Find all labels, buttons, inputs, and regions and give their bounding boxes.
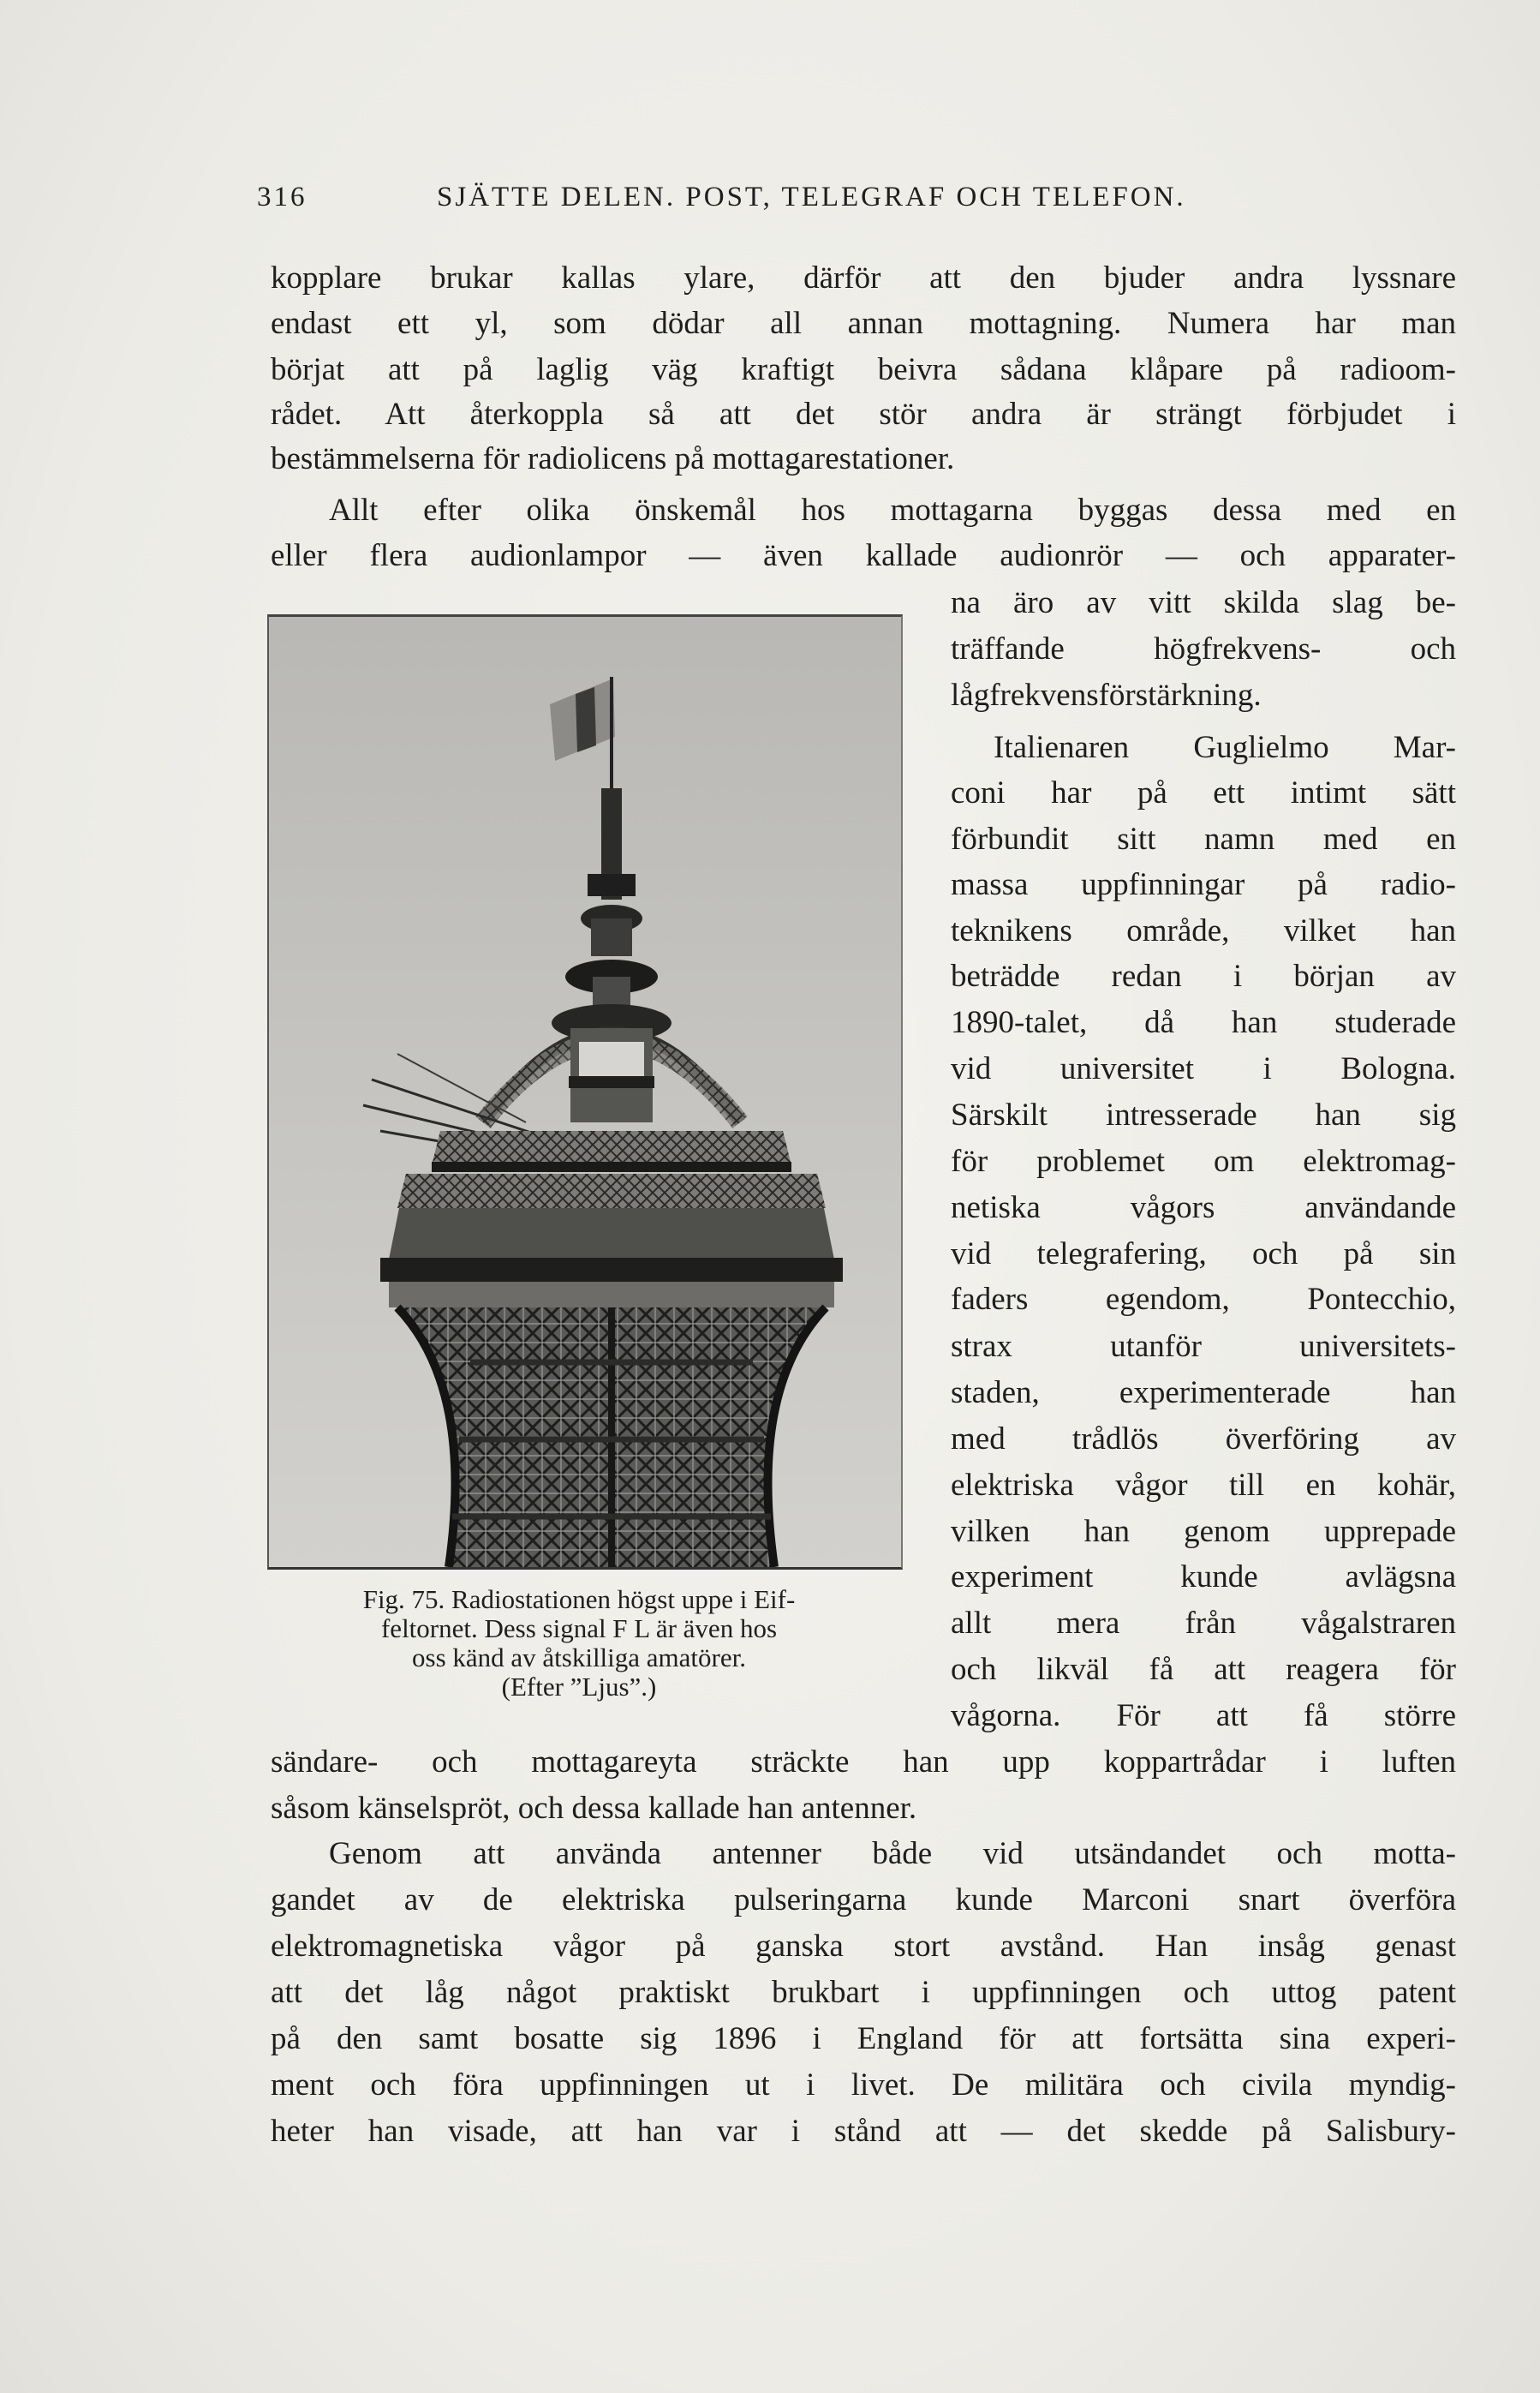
body-line: sändare- och mottagareyta sträckte han upp koppartrådar i luften bbox=[271, 1744, 1456, 1780]
body-line: på den samt bosatte sig 1896 i England för att fortsätta sina experi- bbox=[271, 2021, 1456, 2056]
figure-caption-line: oss känd av åtskilliga amatörer. bbox=[412, 1642, 746, 1672]
body-line: kopplare brukar kallas ylare, därför att den bjuder andra lyssnare bbox=[271, 260, 1456, 296]
column-line: experiment kunde avlägsna bbox=[951, 1559, 1456, 1594]
column-line: faders egendom, Pontecchio, bbox=[951, 1282, 1456, 1317]
body-line: eller flera audionlampor — även kallade audionrör — och apparater- bbox=[271, 538, 1456, 573]
column-line: Särskilt intresserade han sig bbox=[951, 1098, 1456, 1133]
column-line: vid telegrafering, och på sin bbox=[951, 1236, 1456, 1271]
figure-caption-line: feltornet. Dess signal F L är även hos bbox=[380, 1613, 778, 1643]
column-line: vågorna. För att få större bbox=[951, 1698, 1456, 1733]
body-line-indented: Allt efter olika önskemål hos mottagarna byggas dessa med en bbox=[329, 493, 1456, 528]
column-line: förbundit sitt namn med en bbox=[951, 822, 1456, 857]
column-line: beträdde redan i början av bbox=[951, 959, 1456, 994]
column-line: allt mera från vågalstraren bbox=[951, 1606, 1456, 1641]
body-line: att det låg något praktiskt brukbart i uppfinningen och uttog patent bbox=[271, 1975, 1456, 2010]
column-line-indented: Italienaren Guglielmo Mar- bbox=[994, 730, 1456, 765]
body-line-indented: Genom att använda antenner både vid utsändandet och motta- bbox=[329, 1836, 1456, 1871]
column-line: massa uppfinningar på radio- bbox=[951, 867, 1456, 902]
eiffel-tower-illustration bbox=[269, 617, 901, 1567]
column-line: teknikens område, vilket han bbox=[951, 913, 1456, 948]
column-line: vid universitet i Bologna. bbox=[951, 1051, 1456, 1086]
running-header bbox=[257, 175, 1456, 219]
body-line: heter han visade, att han var i stånd att — det skedde på Salisbury- bbox=[271, 2114, 1456, 2149]
column-line: med trådlös överföring av bbox=[951, 1421, 1456, 1457]
figure-caption-line: Fig. 75. Radiostationen högst uppe i Eif- bbox=[362, 1584, 796, 1614]
column-line: strax utanför universitets- bbox=[951, 1329, 1456, 1364]
body-line: rådet. Att återkoppla så att det stör andra är strängt förbjudet i bbox=[271, 397, 1456, 432]
column-line: 1890-talet, då han studerade bbox=[951, 1005, 1456, 1040]
figure-caption-line: (Efter ”Ljus”.) bbox=[501, 1672, 657, 1702]
eiffel-tower-photo bbox=[267, 614, 903, 1570]
column-line: lågfrekvensförstärkning. bbox=[951, 678, 1262, 713]
body-line: såsom känselspröt, och dessa kallade han antenner. bbox=[271, 1791, 917, 1826]
column-line: elektriska vågor till en kohär, bbox=[951, 1468, 1456, 1503]
body-line: endast ett yl, som dödar all annan mottagning. Numera har man bbox=[271, 306, 1456, 341]
body-line: börjat att på laglig väg kraftigt beivra sådana klåpare på radioom- bbox=[271, 352, 1456, 387]
column-line: netiska vågors användande bbox=[951, 1190, 1456, 1225]
body-line: elektromagnetiska vågor på ganska stort avstånd. Han insåg genast bbox=[271, 1929, 1456, 1964]
running-title: SJÄTTE DELEN. POST, TELEGRAF OCH TELEFON. bbox=[437, 182, 1186, 212]
body-line: ment och föra uppfinningen ut i livet. De militära och civila myndig- bbox=[271, 2067, 1456, 2103]
body-line: gandet av de elektriska pulseringarna kunde Marconi snart överföra bbox=[271, 1882, 1456, 1917]
column-line: vilken han genom upprepade bbox=[951, 1514, 1456, 1549]
column-line: coni har på ett intimt sätt bbox=[951, 775, 1456, 811]
column-line: och likväl få att reagera för bbox=[951, 1652, 1456, 1687]
body-line: bestämmelserna för radiolicens på mottagarestationer. bbox=[271, 441, 955, 476]
column-line: na äro av vitt skilda slag be- bbox=[951, 585, 1456, 620]
column-line: staden, experimenterade han bbox=[951, 1375, 1456, 1410]
page-number: 316 bbox=[257, 182, 307, 212]
column-line: träffande högfrekvens- och bbox=[951, 631, 1456, 667]
column-line: för problemet om elektromag- bbox=[951, 1144, 1456, 1179]
